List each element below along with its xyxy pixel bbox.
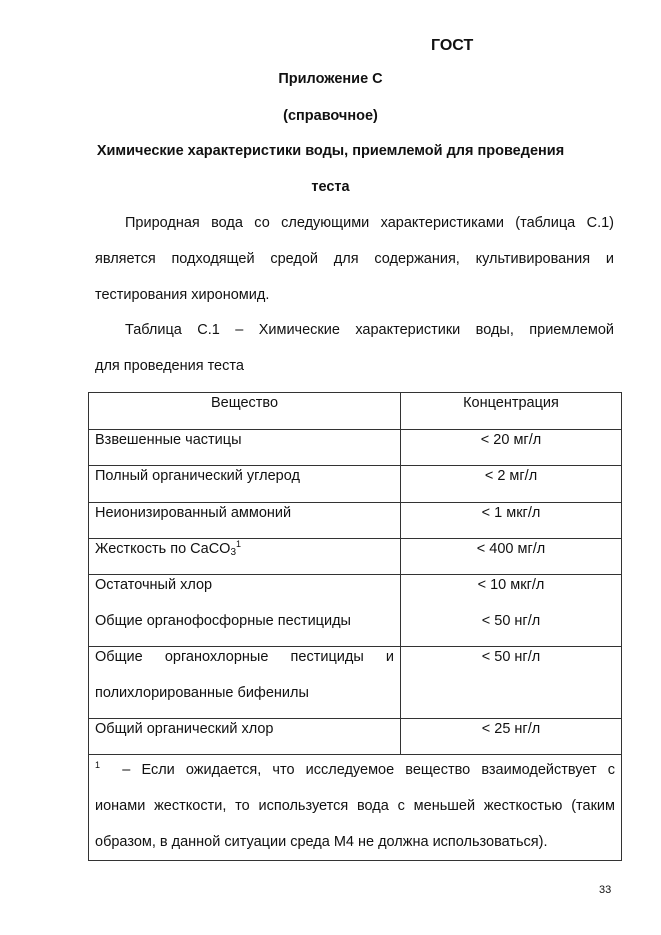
appendix-heading-line1: Химические характеристики воды, приемлемой для проведения <box>96 143 565 159</box>
intro-line-1: Природная вода со следующими характеристиками (таблица С.1) <box>125 215 614 231</box>
substance-cell: Общий органический хлор <box>89 719 401 755</box>
header-substance: Вещество <box>89 393 401 430</box>
substance-cell: Неионизированный аммоний <box>89 503 401 539</box>
page-number: 33 <box>599 884 612 896</box>
table-row <box>89 466 622 503</box>
concentration-cell: < 50 нг/л <box>401 647 622 719</box>
footnote-line-2: ионами жесткости, то используется вода с меньшей жесткостью (таким <box>95 798 615 814</box>
footnote-line-3: образом, в данной ситуации среда М4 не должна использоваться). <box>95 834 548 850</box>
table-row <box>89 575 622 647</box>
substance-cell: Взвешенные частицы <box>89 430 401 466</box>
appendix-type: (справочное) <box>283 108 378 124</box>
substance-cell: Остаточный хлор Общие органофосфорные пестициды <box>89 575 401 647</box>
appendix-title: Приложение С <box>278 71 383 87</box>
footnote-marker: 1 <box>95 760 101 770</box>
footnote-line-1: – Если ожидается, что исследуемое вещество взаимодействует с <box>122 762 615 778</box>
substance-cell <box>89 539 401 575</box>
table-header-row <box>89 393 622 430</box>
hardness-label: Жесткость по CaCO <box>95 541 231 557</box>
table-row <box>89 719 622 755</box>
header-concentration: Концентрация <box>401 393 622 430</box>
intro-line-2: является подходящей средой для содержания, культивирования и <box>95 251 614 267</box>
table-footnote-row <box>89 755 622 861</box>
table-row <box>89 503 622 539</box>
concentration-cell: < 1 мкг/л <box>401 503 622 539</box>
concentration-cell: < 400 мг/л <box>401 539 622 575</box>
table-caption-line-2: для проведения теста <box>95 358 244 374</box>
concentration-cell: < 10 мкг/л < 50 нг/л <box>401 575 622 647</box>
table-row <box>89 430 622 466</box>
table-row <box>89 647 622 719</box>
footnote-cell <box>89 755 622 861</box>
appendix-heading-line2: теста <box>311 179 350 195</box>
substance-cell: Полный органический углерод <box>89 466 401 503</box>
intro-line-3: тестирования хирономид. <box>95 287 270 303</box>
concentration-cell: < 25 нг/л <box>401 719 622 755</box>
water-characteristics-table <box>88 392 622 861</box>
table-row <box>89 539 622 575</box>
standard-header: ГОСТ <box>431 37 474 54</box>
footnote-ref: 1 <box>236 539 242 549</box>
concentration-cell: < 20 мг/л <box>401 430 622 466</box>
table-caption-line-1: Таблица С.1 – Химические характеристики воды, приемлемой <box>125 322 614 338</box>
concentration-cell: < 2 мг/л <box>401 466 622 503</box>
subscript-3: 3 <box>230 547 237 558</box>
substance-cell: Общие органохлорные пестициды и полихлорированные бифенилы <box>89 647 401 719</box>
